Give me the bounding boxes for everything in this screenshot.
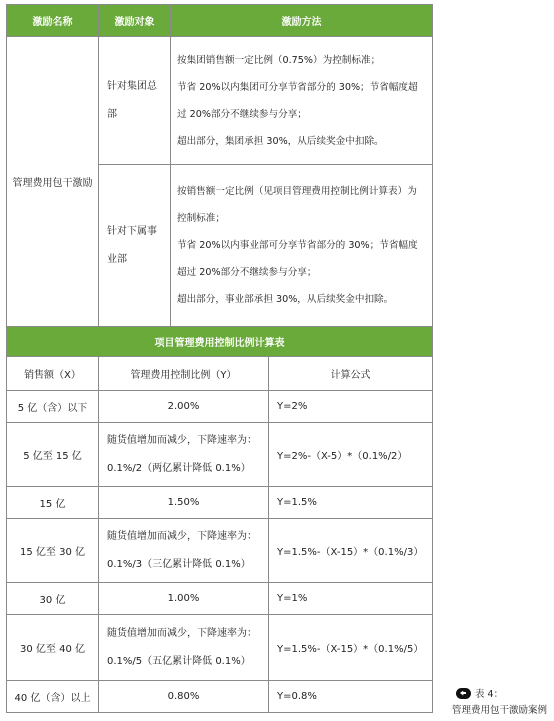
table-row	[7, 519, 433, 583]
ratio-cell	[99, 615, 269, 681]
table-row	[7, 423, 433, 487]
target-business-unit	[99, 165, 171, 327]
ratio-cell: 1.00%	[99, 583, 269, 615]
target-line: 针对下属事	[107, 225, 157, 237]
table-caption	[448, 686, 554, 716]
ratio-line: 随货值增加而减少，下降速率为：	[107, 530, 257, 542]
table-row	[7, 615, 433, 681]
sales-cell: 40 亿（含）以上	[7, 681, 99, 713]
method-line: 超出部分，事业部承担 30%，从后续奖金中扣除。	[177, 294, 394, 305]
ratio-line: 随货值增加而减少，下降速率为：	[107, 627, 257, 639]
formula-cell: Y=2%-（X-5）*（0.1%/2）	[269, 423, 433, 487]
method-line: 过 20%部分不继续参与分享；	[177, 108, 307, 120]
ratio-line: 0.1%/5（五亿累计降低 0.1%）	[107, 655, 251, 667]
formula-cell: Y=1%	[269, 583, 433, 615]
header-incentive-method: 激励方法	[171, 5, 433, 37]
control-ratio-table	[6, 326, 433, 713]
method-group-hq	[171, 37, 433, 165]
method-line: 按集团销售额一定比例（0.75%）为控制标准；	[177, 54, 381, 66]
sales-cell: 15 亿	[7, 487, 99, 519]
ratio-cell: 1.50%	[99, 487, 269, 519]
header-incentive-name: 激励名称	[7, 5, 99, 37]
ratio-line: 0.1%/3（三亿累计降低 0.1%）	[107, 558, 251, 570]
ratio-cell	[99, 519, 269, 583]
control-ratio-table-title: 项目管理费用控制比例计算表	[7, 327, 433, 357]
header-ratio: 管理费用控制比例（Y）	[99, 357, 269, 391]
formula-cell: Y=1.5%-（X-15）*（0.1%/5）	[269, 615, 433, 681]
sales-cell: 30 亿至 40 亿	[7, 615, 99, 681]
target-line: 针对集团总	[107, 80, 157, 92]
method-line: 控制标准；	[177, 213, 225, 224]
method-line: 节省 20%以内事业部可分享节省部分的 30%；节省幅度	[177, 240, 418, 251]
formula-cell: Y=0.8%	[269, 681, 433, 713]
target-group-hq	[99, 37, 171, 165]
ratio-cell	[99, 423, 269, 487]
formula-cell: Y=1.5%-（X-15）*（0.1%/3）	[269, 519, 433, 583]
incentive-table	[6, 4, 433, 327]
sales-cell: 30 亿	[7, 583, 99, 615]
ratio-line: 0.1%/2（两亿累计降低 0.1%）	[107, 462, 251, 474]
method-line: 按销售额一定比例（见项目管理费用控制比例计算表）为	[177, 186, 417, 197]
method-line: 节省 20%以内集团可分享节省部分的 30%；节省幅度超	[177, 81, 418, 93]
ratio-line: 随货值增加而减少，下降速率为：	[107, 434, 257, 446]
method-line: 超出部分，集团承担 30%，从后续奖金中扣除。	[177, 135, 384, 147]
table-row	[7, 391, 433, 423]
header-incentive-target: 激励对象	[99, 5, 171, 37]
table-row	[7, 583, 433, 615]
sales-cell: 15 亿至 30 亿	[7, 519, 99, 583]
ratio-cell: 2.00%	[99, 391, 269, 423]
ratio-cell: 0.80%	[99, 681, 269, 713]
header-formula: 计算公式	[269, 357, 433, 391]
formula-cell: Y=1.5%	[269, 487, 433, 519]
method-line: 超过 20%部分不继续参与分享；	[177, 267, 317, 278]
incentive-name-cell: 管理费用包干激励	[7, 37, 99, 327]
target-line: 部	[107, 108, 117, 120]
header-sales: 销售额（X）	[7, 357, 99, 391]
sales-cell: 5 亿（含）以下	[7, 391, 99, 423]
sales-cell: 5 亿至 15 亿	[7, 423, 99, 487]
table-row	[7, 681, 433, 713]
arrow-badge-icon	[456, 688, 471, 699]
target-line: 业部	[107, 253, 127, 265]
formula-cell: Y=2%	[269, 391, 433, 423]
table-row	[7, 487, 433, 519]
caption-label: 表 4：	[475, 689, 504, 700]
method-business-unit	[171, 165, 433, 327]
caption-text: 管理费用包干激励案例	[452, 705, 548, 716]
